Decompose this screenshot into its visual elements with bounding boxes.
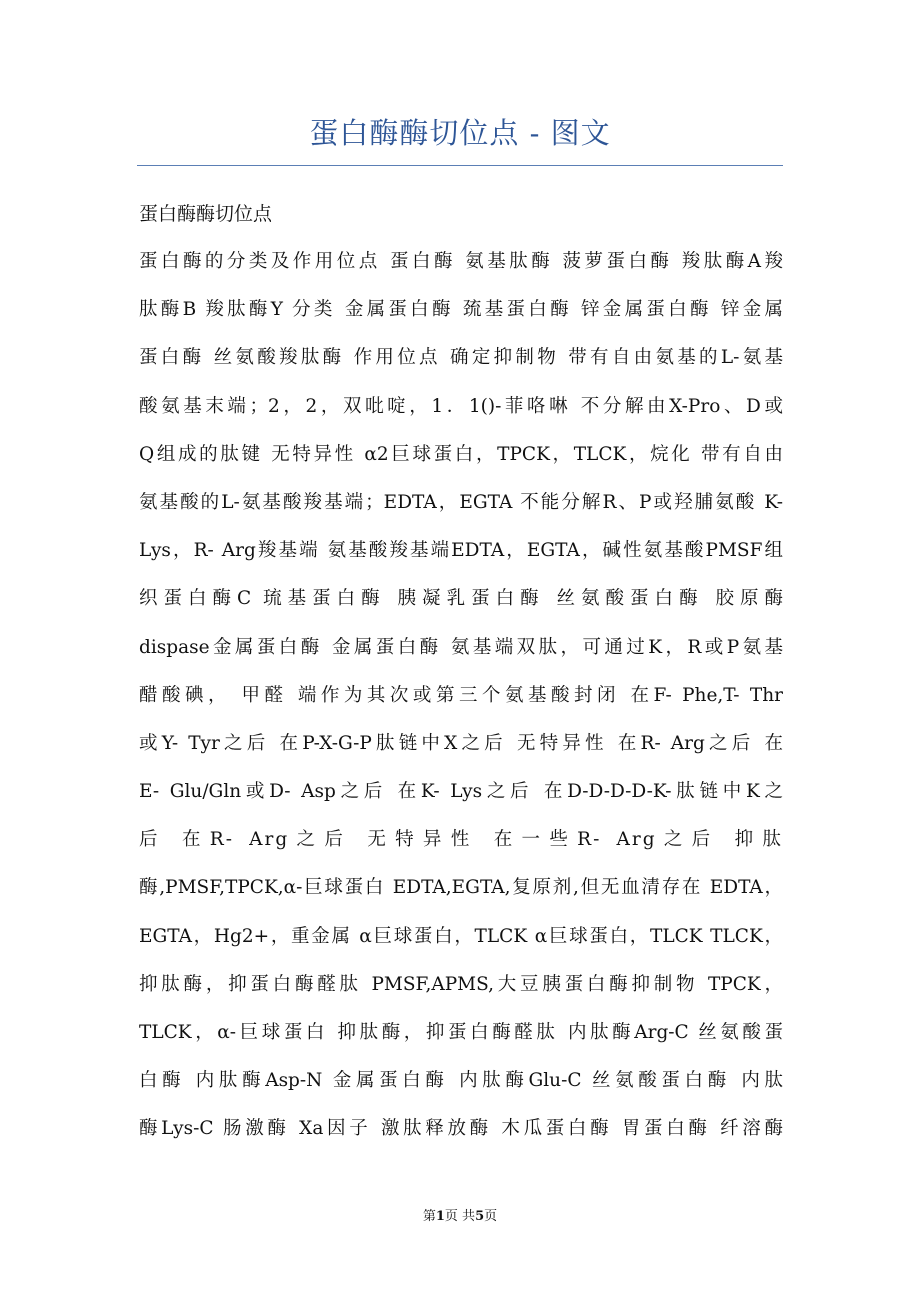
body-line: 白酶 内肽酶Asp-N 金属蛋白酶 内肽酶Glu-C 丝氨酸蛋白酶 内肽 (139, 1070, 783, 1092)
body-line: 醋酸碘， 甲醛 端作为其次或第三个氨基酸封闭 在F- Phe,T- Thr (139, 684, 783, 706)
body-line: E- Glu/Gln或D- Asp之后 在K- Lys之后 在D-D-D-D-K-肽链中K之 (139, 781, 783, 803)
page-title: 蛋白酶酶切位点 - 图文 (309, 116, 611, 150)
body-line: 后 在R- Arg之后 无特异性 在一些R- Arg之后 抑肽 (139, 829, 783, 851)
body-line: 氨基酸的L-氨基酸羧基端；EDTA，EGTA 不能分解R、P或羟脯氨酸 K- (139, 491, 783, 513)
page-number-current: 1 (435, 1209, 445, 1224)
body-line: 酶,PMSF,TPCK,α-巨球蛋白 EDTA,EGTA,复原剂,但无血清存在 EDTA， (139, 877, 783, 899)
body-line: dispase金属蛋白酶 金属蛋白酶 氨基端双肽，可通过K，R或P氨基 (139, 636, 783, 658)
body-line: 蛋白酶 丝氨酸羧肽酶 作用位点 确定抑制物 带有自由氨基的L-氨基 (139, 347, 783, 369)
page-footer-mid: 页 共 (444, 1209, 476, 1224)
body-line: TLCK，α-巨球蛋白 抑肽酶，抑蛋白酶醛肽 内肽酶Arg-C 丝氨酸蛋 (139, 1022, 783, 1043)
page-footer-prefix: 第 (422, 1209, 436, 1224)
page-footer (0, 1207, 920, 1227)
body-line: 蛋白酶的分类及作用位点 蛋白酶 氨基肽酶 菠萝蛋白酶 羧肽酶A羧 (139, 251, 783, 272)
body-line: 酸氨基末端；2，2，双吡啶，1．1()-菲咯啉 不分解由X-Pro、D或 (139, 395, 783, 417)
page-footer-suffix: 页 (484, 1209, 498, 1224)
page-number-total: 5 (475, 1209, 485, 1224)
body-line: EGTA，Hg2+，重金属 α巨球蛋白，TLCK α巨球蛋白，TLCK TLCK， (139, 925, 783, 947)
body-line: Lys，R- Arg羧基端 氨基酸羧基端EDTA，EGTA，碱性氨基酸PMSF组 (139, 540, 783, 562)
title-divider (137, 165, 783, 166)
body-line: 抑肽酶，抑蛋白酶醛肽 PMSF,APMS,大豆胰蛋白酶抑制物 TPCK， (139, 973, 783, 995)
document-body (139, 247, 783, 1163)
body-line: 织蛋白酶C 琉基蛋白酶 胰凝乳蛋白酶 丝氨酸蛋白酶 胶原酶 (139, 588, 783, 610)
body-line: 肽酶B 羧肽酶Y 分类 金属蛋白酶 巯基蛋白酶 锌金属蛋白酶 锌金属 (139, 299, 783, 321)
body-line: 酶Lys-C 肠激酶 Xa因子 激肽释放酶 木瓜蛋白酶 胃蛋白酶 纤溶酶 (139, 1118, 783, 1140)
body-line: 或Y- Tyr之后 在P-X-G-P肽链中X之后 无特异性 在R- Arg之后 在 (139, 732, 783, 754)
body-line: Q组成的肽键 无特异性 α2巨球蛋白，TPCK，TLCK，烷化 带有自由 (139, 443, 783, 465)
document-subtitle: 蛋白酶酶切位点 (139, 203, 273, 225)
